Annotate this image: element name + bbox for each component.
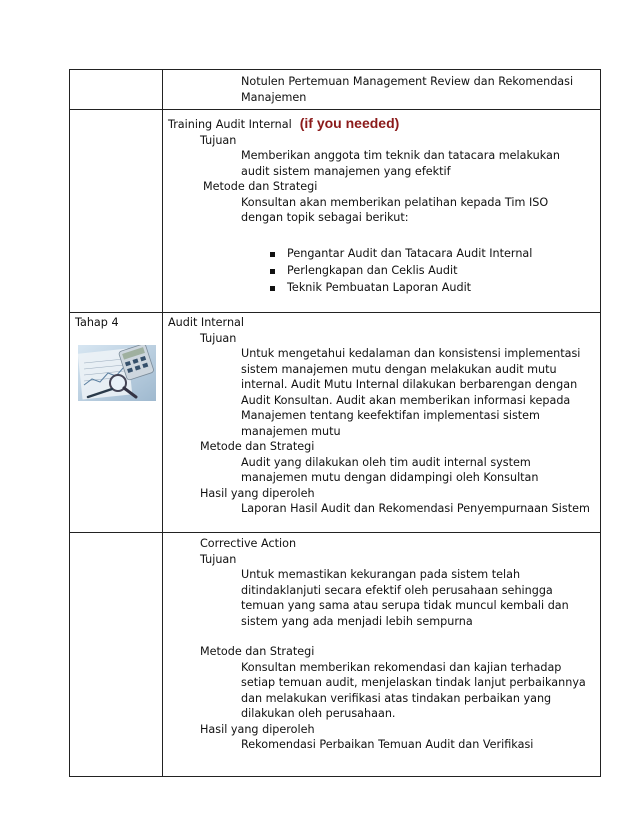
table-row <box>70 110 601 313</box>
text-line: setiap temuan audit, menjelaskan tindak lanjut perbaikannya <box>241 676 586 689</box>
text-line: Manajemen <box>241 90 307 104</box>
stage-label: Tahap 4 <box>75 316 119 329</box>
list-item: Perlengkapan dan Ceklis Audit <box>270 263 600 280</box>
text-line: dan melakukan verifikasi atas tindakan perbaikan yang <box>241 691 552 705</box>
hasil-label: Hasil yang diperoleh <box>200 486 315 500</box>
text-line: Untuk memastikan kekurangan pada sistem telah <box>241 568 521 581</box>
text-line: internal. Audit Mutu Internal dilakukan berbarengan dengan <box>241 378 578 391</box>
audit-plan-table <box>69 69 601 777</box>
text-line: sistem yang ada menjadi lebih sempurna <box>241 614 473 628</box>
metode-label: Metode dan Strategi <box>203 180 318 193</box>
topic-list <box>163 246 600 297</box>
text-line: Rekomendasi Perbaikan Temuan Audit dan Verifikasi <box>241 738 534 751</box>
content-cell <box>163 533 601 777</box>
text-line: dilakukan oleh perusahaan. <box>241 707 396 720</box>
content-cell <box>163 110 601 313</box>
content-cell <box>163 70 601 110</box>
text-line: Untuk mengetahui kedalaman dan konsistensi implementasi <box>241 347 581 360</box>
optional-note: (if you needed) <box>299 115 400 131</box>
text-line: Memberikan anggota tim teknik dan tatacara melakukan <box>241 149 560 162</box>
table-row <box>70 533 601 777</box>
calculator-magnifier-image <box>78 345 156 401</box>
text-line: Manajemen tentang keefektifan implementasi sistem <box>241 409 540 422</box>
section-title: Corrective Action <box>200 537 297 550</box>
text-line: Konsultan akan memberikan pelatihan kepada Tim ISO <box>241 195 549 209</box>
text-line: Audit yang dilakukan oleh tim audit internal system <box>241 455 531 469</box>
table-row <box>70 313 601 533</box>
section-title: Training Audit Internal <box>168 118 292 131</box>
tujuan-label: Tujuan <box>200 133 237 147</box>
stage-cell <box>70 533 163 777</box>
bullet-icon <box>270 269 275 274</box>
stage-cell <box>70 70 163 110</box>
bullet-icon <box>270 252 275 257</box>
table-row <box>70 70 601 110</box>
text-line: Audit Konsultan. Audit akan memberikan informasi kepada <box>241 393 571 407</box>
tujuan-label: Tujuan <box>200 552 237 566</box>
content-cell <box>163 313 601 533</box>
section-heading <box>163 116 600 133</box>
text-line: ditindaklanjuti secara efektif oleh perusahaan sehingga <box>241 583 553 597</box>
stage-cell <box>70 313 163 533</box>
text-line: manajemen mutu dengan didampingi oleh Konsultan <box>241 471 539 484</box>
text-line: audit sistem manajemen yang efektif <box>241 164 451 178</box>
text-line: dengan topik sebagai berikut: <box>241 211 409 224</box>
section-title: Audit Internal <box>168 316 245 329</box>
stage-cell <box>70 110 163 313</box>
text-line: temuan yang sama atau serupa tidak muncul kembali dan <box>241 599 569 612</box>
text-line: Notulen Pertemuan Management Review dan Rekomendasi <box>241 75 574 88</box>
text-line: Laporan Hasil Audit dan Rekomendasi Penyempurnaan Sistem <box>241 502 590 515</box>
tujuan-label: Tujuan <box>200 331 237 345</box>
text-line: manajemen mutu <box>241 424 341 438</box>
text-line: sistem manajemen mutu dengan melakukan audit mutu <box>241 362 557 376</box>
hasil-label: Hasil yang diperoleh <box>200 722 315 736</box>
bullet-icon <box>270 286 275 291</box>
list-item: Teknik Pembuatan Laporan Audit <box>270 280 600 297</box>
text-line: Konsultan memberikan rekomendasi dan kajian terhadap <box>241 660 562 674</box>
list-item: Pengantar Audit dan Tatacara Audit Internal <box>270 246 600 263</box>
metode-label: Metode dan Strategi <box>200 645 315 658</box>
metode-label: Metode dan Strategi <box>200 440 315 453</box>
